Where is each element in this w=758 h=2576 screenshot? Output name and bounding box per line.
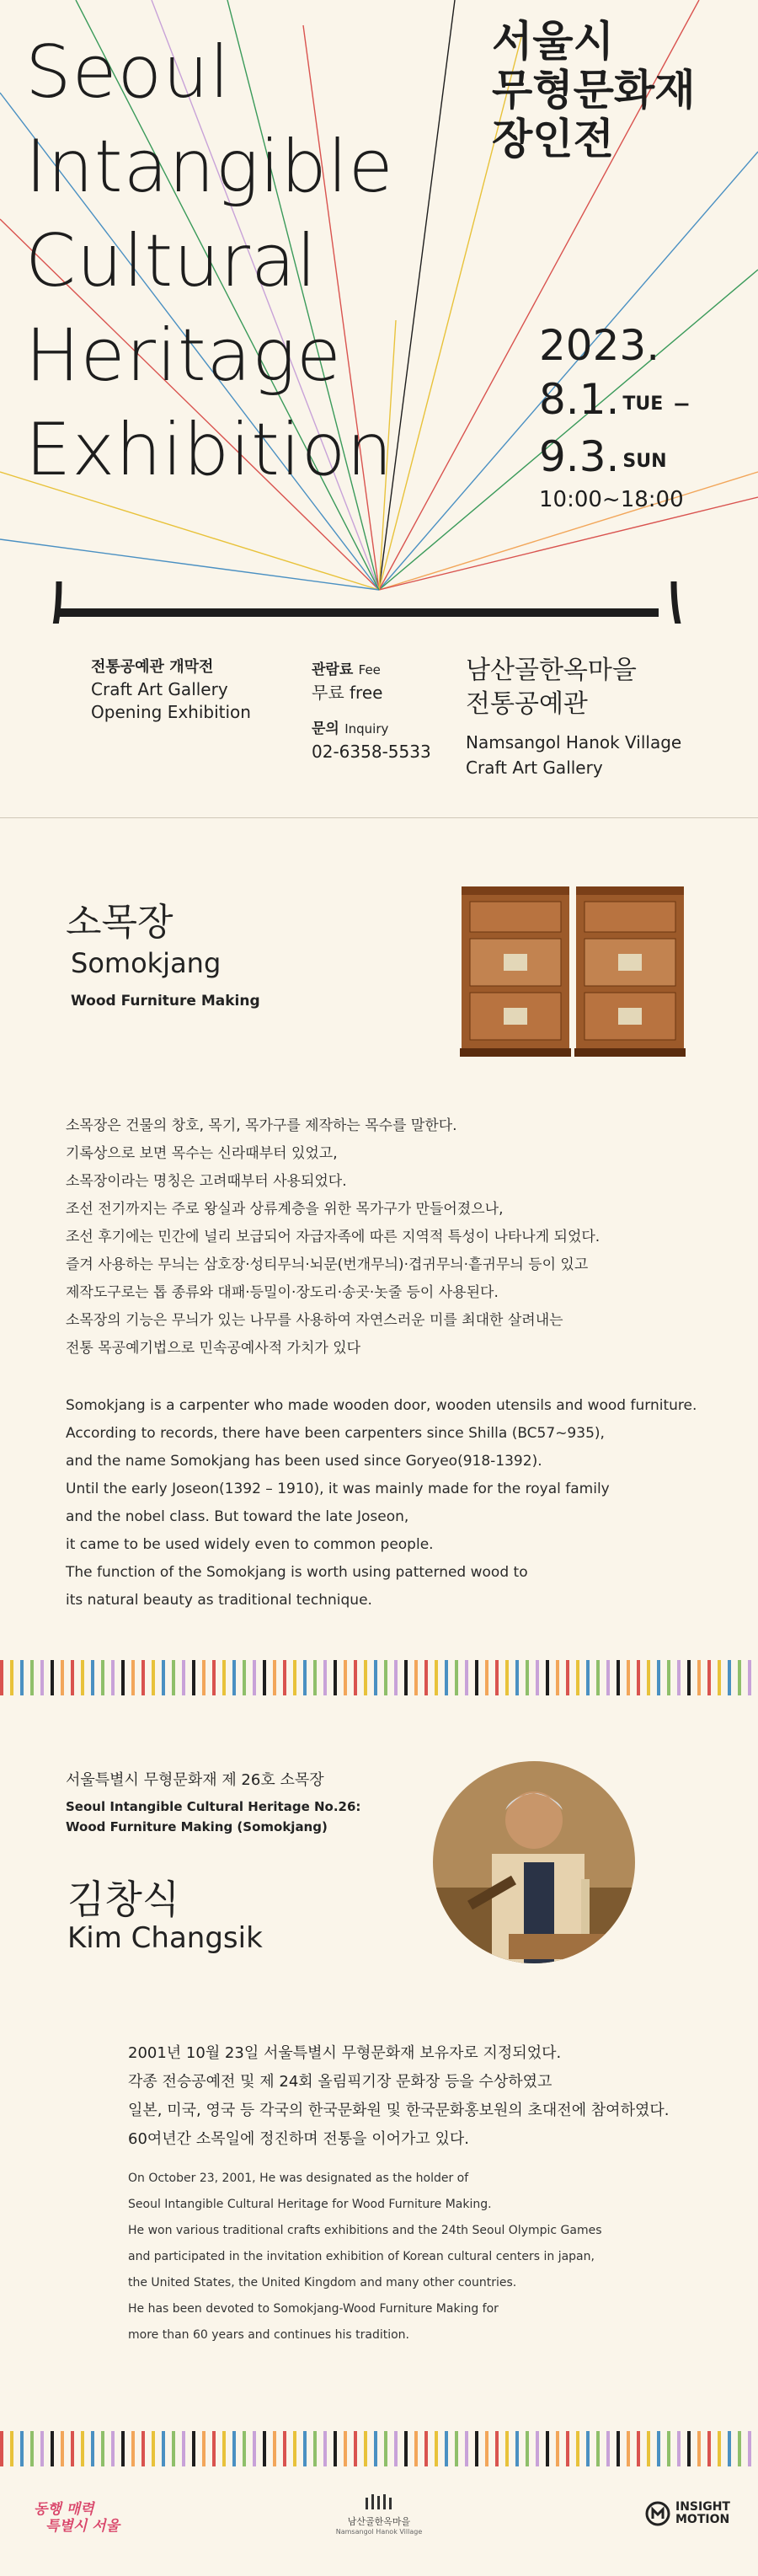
somokjang-en-line: According to records, there have been carpenters since Shilla (BC57~935), [66, 1425, 605, 1442]
artisan-ko-line: 2001년 10월 23일 서울특별시 무형문화재 보유자로 지정되었다. [128, 2044, 562, 2062]
logo-insight: INSIGHT [675, 2500, 730, 2514]
somokjang-ko-line: 소목장이라는 명칭은 고려때부터 사용되었다. [66, 1173, 347, 1190]
venue-en-2: Craft Art Gallery [466, 758, 603, 778]
artisan-designation-en-1: Seoul Intangible Cultural Heritage No.26: [66, 1799, 361, 1814]
section-divider [0, 817, 758, 818]
somokjang-en-line: The function of the Somokjang is worth using patterned wood to [66, 1564, 528, 1581]
artisan-designation-en-2: Wood Furniture Making (Somokjang) [66, 1819, 328, 1834]
artisan-designation-en [66, 1797, 360, 1837]
date-end-row [539, 430, 690, 484]
somokjang-ko-line: 즐겨 사용하는 무늬는 삼호장·성티무늬·뇌문(번개무늬)·겹귀무늬·흩귀무늬 등이 있고 [66, 1256, 589, 1273]
title-ko [492, 17, 696, 163]
venue-en-1: Namsangol Hanok Village [466, 732, 682, 752]
somokjang-ko-line: 제작도구로는 톱 종류와 대패·등밀이·장도리·송곳·놋줄 등이 사용된다. [66, 1284, 499, 1301]
opening-hours: 10:00~18:00 [539, 487, 684, 512]
venue-ko-1: 남산골한옥마을 [466, 656, 637, 685]
title-en-line-5: Exhibition [25, 408, 393, 492]
opening-en-1: Craft Art Gallery [91, 679, 228, 699]
inquiry-label-ko: 문의 [312, 720, 339, 737]
bracket-left [34, 581, 59, 624]
artisan-en-line: He won various traditional crafts exhibitions and the 24th Seoul Olympic Games [128, 2224, 602, 2237]
logo-seoul-line-1: 동행 매력 [34, 2501, 94, 2518]
opening-info [91, 656, 251, 724]
title-en-line-2: Intangible [25, 125, 394, 209]
somokjang-ko-line: 전통 목공예기법으로 민속공예사적 가치가 있다 [66, 1340, 361, 1357]
somokjang-en-line: and the nobel class. But toward the late Joseon, [66, 1508, 409, 1525]
somokjang-ko-line: 기록상으로 보면 목수는 신라때부터 있었고, [66, 1145, 338, 1162]
date-year: 2023. [539, 321, 660, 370]
somokjang-body-ko [66, 1112, 600, 1363]
somokjang-en-line: Somokjang is a carpenter who made wooden door, wooden utensils and wood furniture. [66, 1397, 697, 1414]
furniture-image [460, 883, 686, 1063]
somokjang-ko-line: 조선 후기에는 민간에 널리 보급되어 자급자족에 따른 지역적 특성이 나타나게 되었다. [66, 1229, 601, 1245]
logo-namsangol-ko: 남산골한옥마을 [347, 2516, 411, 2527]
logo-insight-motion [645, 2501, 730, 2526]
decorative-stripe-top [0, 1660, 758, 1695]
artisan-en-line: more than 60 years and continues his tradition. [128, 2328, 410, 2342]
artisan-body-ko [128, 2039, 669, 2154]
artisan-en-line: On October 23, 2001, He was designated as the holder of [128, 2172, 469, 2185]
date-start-row [539, 372, 690, 430]
namsangol-emblem-icon [364, 2494, 394, 2511]
fee-info [312, 657, 431, 763]
date-dash: – [673, 383, 691, 422]
somokjang-subtitle: Wood Furniture Making [71, 993, 260, 1010]
artisan-portrait [433, 1761, 635, 1963]
opening-ko: 전통공예관 개막전 [91, 658, 214, 676]
artisan-en-line: Seoul Intangible Cultural Heritage for Wood Furniture Making. [128, 2198, 492, 2211]
artisan-ko-line: 각종 전승공예전 및 제 24회 올림픽기장 문화장 등을 수상하였고 [128, 2073, 552, 2091]
somokjang-title-ko: 소목장 [66, 901, 173, 944]
bracket-right [674, 581, 707, 624]
artisan-en-line: He has been devoted to Somokjang-Wood Furniture Making for [128, 2302, 499, 2316]
logo-motion: MOTION [675, 2513, 730, 2526]
inquiry-phone[interactable]: 02-6358-5533 [312, 742, 431, 762]
somokjang-en-line: and the name Somokjang has been used since Goryeo(918-1392). [66, 1453, 542, 1470]
logo-seoul [34, 2501, 120, 2535]
title-en-line-1: Seoul [25, 30, 231, 115]
somokjang-body-en [66, 1392, 697, 1615]
date-start: 8.1. [539, 375, 620, 424]
title-ko-line-3: 장인전 [492, 115, 614, 163]
logo-namsangol-en: Namsangol Hanok Village [335, 2528, 423, 2536]
opening-en-2: Opening Exhibition [91, 702, 251, 722]
title-en-line-3: Cultural [25, 219, 318, 303]
header-bar [57, 608, 659, 617]
somokjang-en-line: Until the early Joseon(1392 – 1910), it was mainly made for the royal family [66, 1481, 610, 1497]
fee-label-ko: 관람료 [312, 661, 354, 678]
artisan-body-en [128, 2166, 602, 2348]
artisan-ko-line: 60여년간 소목일에 정진하며 전통을 이어가고 있다. [128, 2130, 469, 2148]
somokjang-ko-line: 소목장의 기능은 무늬가 있는 나무를 사용하여 자연스러운 미를 최대한 살려내는 [66, 1312, 563, 1329]
title-en-line-4: Heritage [25, 313, 342, 398]
insight-motion-icon [645, 2501, 670, 2526]
fee-value: 무료 free [312, 683, 383, 703]
date-start-dow: TUE [622, 394, 664, 415]
exhibition-dates [539, 319, 690, 512]
artisan-ko-line: 일본, 미국, 영국 등 각국의 한국문화원 및 한국문화홍보원의 초대전에 참여하였다. [128, 2102, 670, 2119]
inquiry-label-en: Inquiry [344, 721, 389, 736]
title-en [25, 25, 394, 497]
fee-label-en: Fee [358, 662, 381, 677]
title-ko-line-2: 무형문화재 [492, 66, 696, 115]
venue-info [466, 654, 681, 780]
somokjang-en-line: it came to be used widely even to common people. [66, 1536, 434, 1553]
somokjang-ko-line: 조선 전기까지는 주로 왕실과 상류계층을 위한 목가구가 만들어졌으나, [66, 1201, 504, 1218]
somokjang-title-en: Somokjang [71, 947, 222, 979]
venue-ko-2: 전통공예관 [466, 689, 588, 719]
title-ko-line-1: 서울시 [492, 17, 614, 66]
artisan-name-en: Kim Changsik [67, 1921, 263, 1955]
artisan-name-ko: 김창식 [67, 1877, 180, 1922]
artisan-designation-ko: 서울특별시 무형문화재 제 26호 소목장 [66, 1771, 324, 1789]
artisan-en-line: the United States, the United Kingdom and many other countries. [128, 2276, 517, 2289]
artisan-en-line: and participated in the invitation exhibition of Korean cultural centers in japan, [128, 2250, 595, 2263]
somokjang-en-line: its natural beauty as traditional technique. [66, 1592, 372, 1609]
logo-seoul-line-2: 특별시 서울 [45, 2518, 120, 2535]
logo-namsangol [328, 2494, 430, 2536]
date-end-dow: SUN [622, 451, 667, 472]
decorative-stripe-bottom [0, 2431, 758, 2466]
date-end: 9.3. [539, 432, 620, 481]
somokjang-ko-line: 소목장은 건물의 창호, 목기, 목가구를 제작하는 목수를 말한다. [66, 1117, 457, 1134]
